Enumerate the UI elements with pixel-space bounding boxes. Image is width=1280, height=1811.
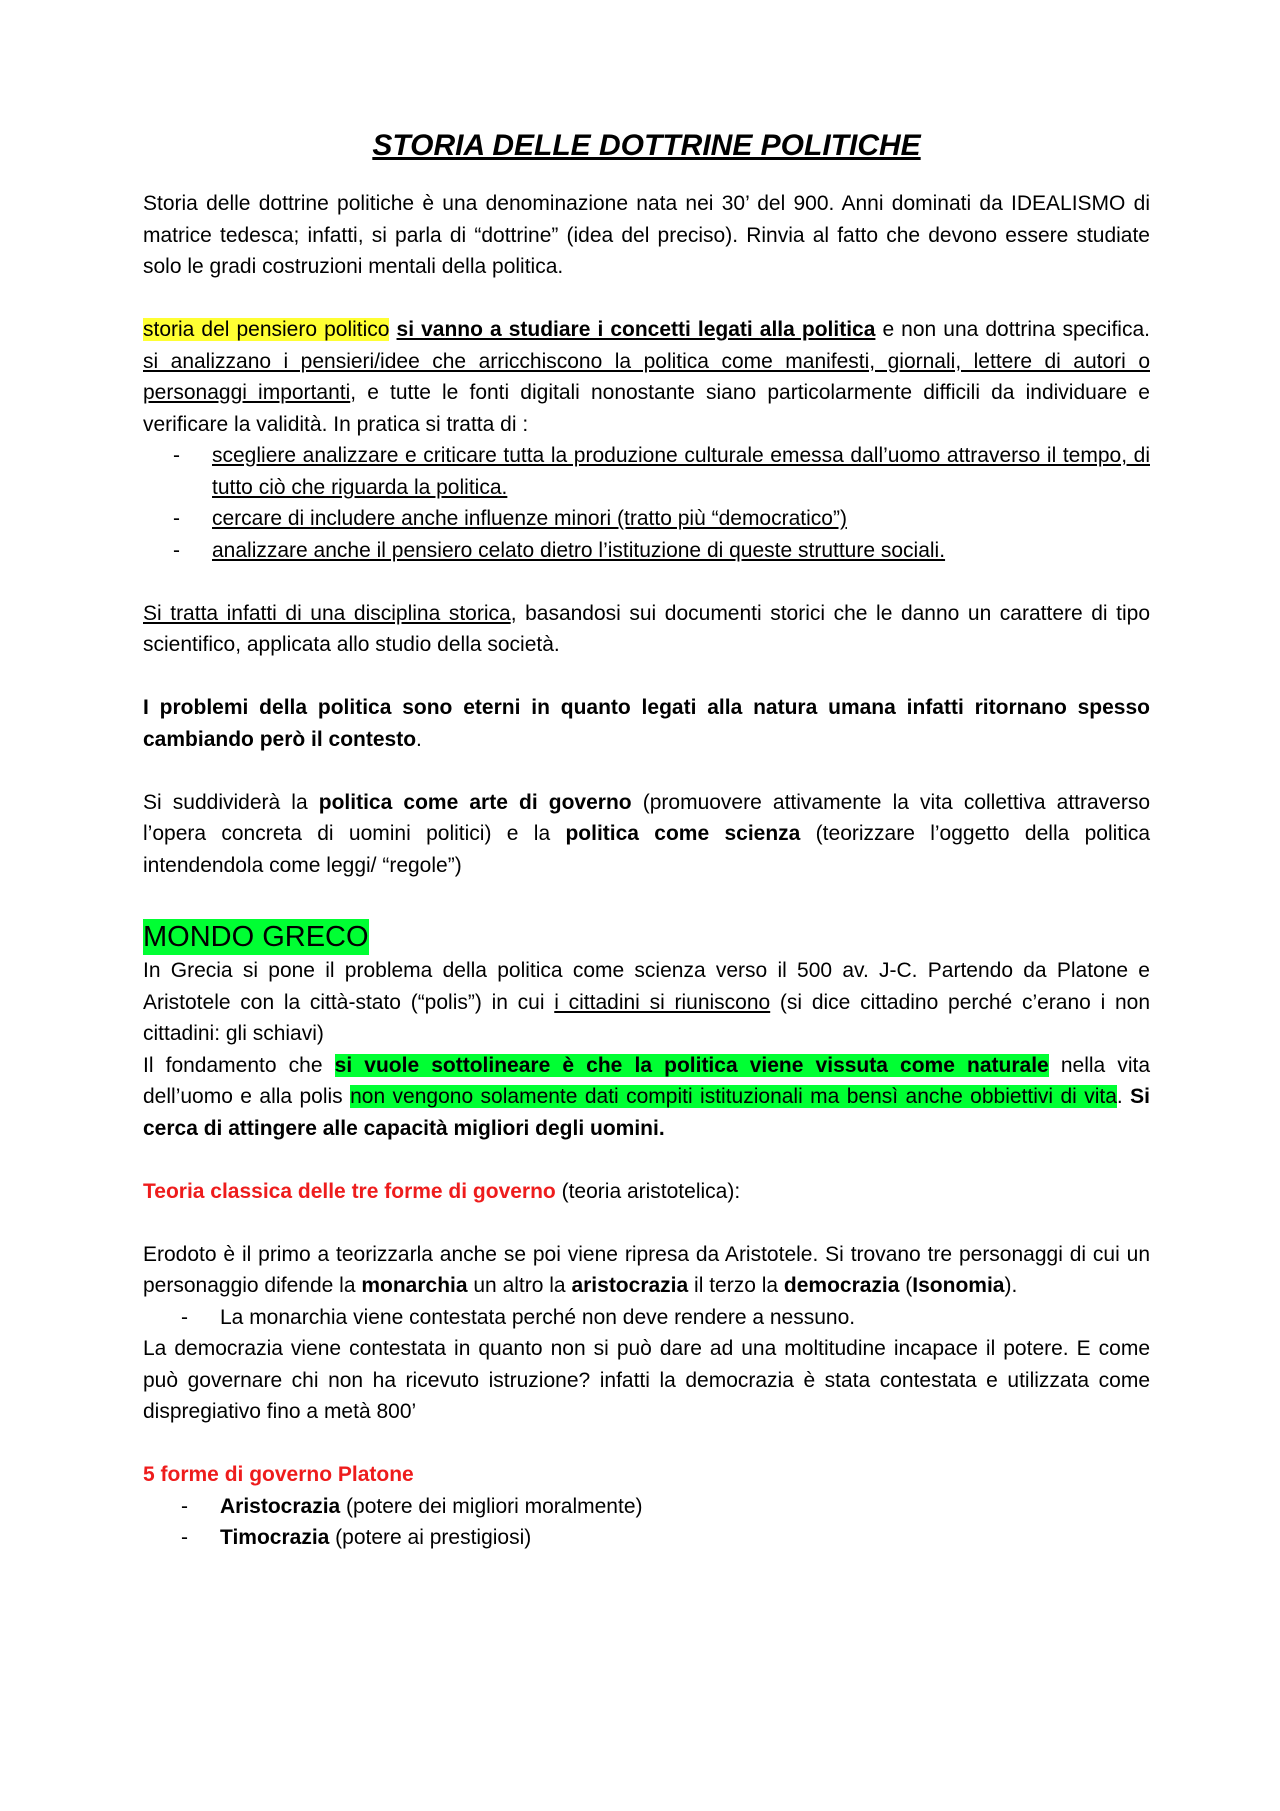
highlighted-term: storia del pensiero politico [143, 318, 390, 341]
grecia-paragraph: In Grecia si pone il problema della politica come scienza verso il 500 av. J-C. Partendo da Platone e Aristotele con la città-stato (“polis”) in cui i cittadini si riuniscono (si dice cittadino perché c’erano i non cittadini: gli schiavi) [143, 959, 1151, 1045]
section-heading-mondo-greco: MONDO GRECO [143, 920, 369, 953]
monarchia-list [143, 1302, 1150, 1334]
teoria-classica-heading: Teoria classica delle tre forme di governo (teoria aristotelica): [143, 1179, 741, 1203]
list-item: - scegliere analizzare e criticare tutta la produzione culturale emessa dall’uomo attraverso il tempo, di tutto ciò che riguarda la politica. [143, 440, 1150, 503]
disciplina-paragraph: Si tratta infatti di una disciplina storica, basandosi sui documenti storici che le danno un carattere di tipo scientifico, applicata allo studio della società. [143, 601, 1151, 656]
fondamento-paragraph: Il fondamento che si vuole sottolineare è che la politica viene vissuta come naturale nella vita dell’uomo e alla polis non vengono solamente dati compiti istituzionali ma bensì anche obbiettivi di vita. Si cerca di attingere alle capacità migliori degli uomini. [143, 1053, 1151, 1140]
objectives-list [143, 440, 1150, 566]
underlined-text: si analizzano i pensieri/idee che arricchiscono la politica come manifesti, giornali, lettere di autori o personaggi importanti [143, 349, 1150, 404]
list-item: - Timocrazia (potere ai prestigiosi) [143, 1522, 1150, 1554]
platone-heading: 5 forme di governo Platone [143, 1463, 414, 1486]
document-body [143, 126, 1150, 1554]
page-title: STORIA DELLE DOTTRINE POLITICHE [372, 129, 921, 162]
problemi-paragraph: I problemi della politica sono eterni in quanto legati alla natura umana infatti ritornano spesso cambiando però il contesto. [143, 696, 1150, 751]
pensiero-politico-paragraph: storia del pensiero politico si vanno a studiare i concetti legati alla politica e non una dottrina specifica. si analizzano i pensieri/idee che arricchiscono la politica come manifesti, giornali, lettere di autori o personaggi importanti, e tutte le fonti digitali nonostante siano particolarmente difficili da individuare e verificare la validità. In pratica si tratta di : [143, 318, 1150, 436]
democrazia-paragraph: La democrazia viene contestata in quanto non si può dare ad una moltitudine incapace il potere. E come può governare chi non ha ricevuto istruzione? infatti la democrazia è stata contestata e utilizzata come dispregiativo fino a metà 800’ [143, 1337, 1150, 1423]
list-item: - La monarchia viene contestata perché non deve rendere a nessuno. [143, 1302, 1150, 1334]
bold-underlined-text: si vanno a studiare i concetti legati alla politica [396, 318, 876, 341]
erodoto-paragraph: Erodoto è il primo a teorizzarla anche se poi viene ripresa da Aristotele. Si trovano tre personaggi di cui un personaggio difende la monarchia un altro la aristocrazia il terzo la democrazia (Isonomia). [143, 1242, 1150, 1297]
list-item: - cercare di includere anche influenze minori (tratto più “democratico”) [143, 503, 1150, 535]
list-item: - analizzare anche il pensiero celato dietro l’istituzione di queste strutture sociali. [143, 535, 1150, 567]
platone-forms-list [143, 1491, 1150, 1554]
suddivisione-paragraph: Si suddividerà la politica come arte di governo (promuovere attivamente la vita collettiva attraverso l’opera concreta di uomini politici) e la politica come scienza (teorizzare l’oggetto della politica intendendola come leggi/ “regole”) [143, 790, 1151, 877]
intro-paragraph: Storia delle dottrine politiche è una denominazione nata nei 30’ del 900. Anni dominati da IDEALISMO di matrice tedesca; infatti, si parla di “dottrine” (idea del preciso). Rinvia al fatto che devono essere studiate solo le gradi costruzioni mentali della politica. [143, 192, 1150, 278]
list-item: - Aristocrazia (potere dei migliori moralmente) [143, 1491, 1150, 1523]
